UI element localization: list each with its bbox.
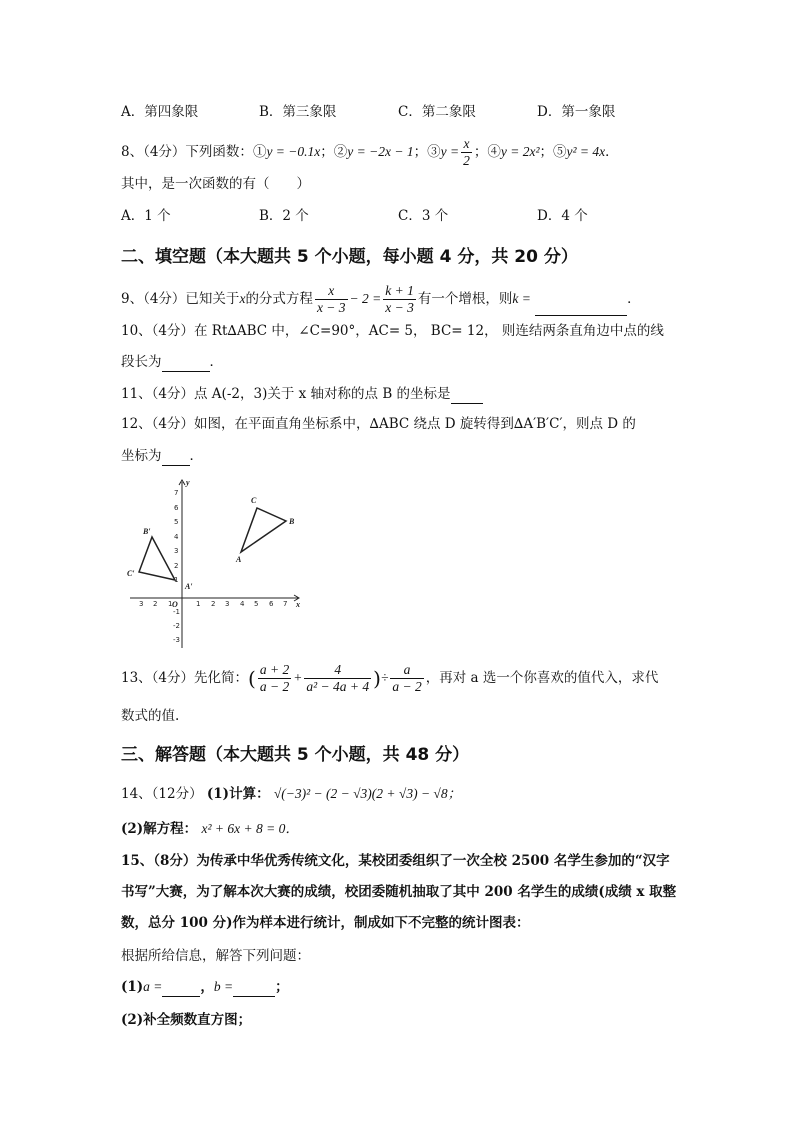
q13-term2-den: a² − 4a + 4 [306,679,370,694]
q8-f4-label: ；④ [473,144,501,160]
q15-part2: (2)补全频数直方图； [121,1012,252,1028]
label-a-prime: A′ [185,582,193,591]
q13-term1-den: a − 2 [259,679,290,694]
q8-f3-fraction [461,136,472,169]
y-tick-7: 7 [174,489,179,497]
q8-end: ． [605,144,619,160]
y-axis-label: y [186,478,190,487]
q9-mid: 的分式方程 [245,291,313,307]
q8-f3-lhs: y = [440,144,460,159]
y-tick-5: 5 [174,518,179,526]
label-c-prime: C′ [127,569,135,578]
y-tick-4: 4 [174,533,179,541]
y-tick-neg2: -2 [173,622,180,630]
origin-label: O [172,600,178,609]
q15-part1 [121,977,289,997]
q10-end: ． [209,354,223,370]
q8-option-d: D．4 个 [537,208,588,224]
q7-option-a: A．第四象限 [121,104,199,120]
q9-frac1-den: x − 3 [316,300,346,315]
q11-line [121,384,483,404]
q8-f2: y = −2x − 1 [347,144,414,159]
q14-expression: √(−3)² − (2 − √3)(2 + √3) − √8； [273,786,462,801]
q7-option-c: C．第二象限 [398,104,476,120]
y-tick-1: 1 [174,576,179,584]
q13-div: ÷ [380,670,389,685]
q8-f3-label: ；③ [413,144,441,160]
q10-line2-text: 段长为 [121,354,162,370]
q7-option-b: B．第三象限 [259,104,337,120]
q13-term1 [258,662,291,695]
q9-prefix: 9、（4分）已知关于 [121,291,240,307]
x-tick-neg2: 2 [153,600,158,608]
q12-end: ． [189,448,203,464]
x-tick-7: 7 [283,600,288,608]
q14-line1 [121,784,461,804]
q8-prefix: 8、（4分）下列函数： [121,144,253,160]
q9-k: k = [512,291,531,306]
q13-term3 [390,662,423,695]
q8-f5-label: ；⑤ [539,144,567,160]
q9-var: x [239,291,246,306]
q15-sep: ， [200,979,214,995]
q14-prefix: 14、（12分） [121,786,203,802]
q14-equation: x² + 6x + 8 = 0． [201,821,299,836]
q8-line2: 其中，是一次函数的有（ ） [121,176,310,192]
x-tick-5: 5 [254,600,259,608]
q8-f2-label: ；② [320,144,348,160]
q12-line2-text: 坐标为 [121,448,162,464]
q15-line4: 根据所给信息，解答下列问题： [121,948,310,964]
q13-line2: 数式的值. [121,708,180,724]
q11-text: 11、（4分）点 A(-2，3)关于 x 轴对称的点 B 的坐标是 [121,386,451,402]
q13-plus: + [293,670,303,685]
y-tick-neg1: -1 [173,608,180,616]
coordinate-figure [126,476,306,651]
q9-frac2-den: x − 3 [385,300,414,315]
q8-option-b: B．2 个 [259,208,309,224]
q10-answer-blank[interactable] [162,355,210,372]
q14-part1-label: (1)计算： [206,786,270,802]
x-axis-label: x [296,600,300,609]
q15-b-blank[interactable] [233,980,275,997]
y-tick-neg3: -3 [173,636,180,644]
q8-option-a: A．1 个 [121,208,171,224]
q15-line3: 数，总分 100 分)作为样本进行统计，制成如下不完整的统计图表： [121,915,530,931]
section3-title: 三、解答题（本大题共 5 个小题，共 48 分） [121,745,470,765]
q8-f3-num: x [461,136,472,153]
q9-frac2-num: k + 1 [385,283,414,298]
label-a: A [236,555,242,564]
q14-line2 [121,819,299,839]
q15-a-blank[interactable] [162,980,200,997]
q11-answer-blank[interactable] [451,387,483,404]
q13-term1-num: a + 2 [259,662,290,677]
label-b: B [289,517,295,526]
section2-title: 二、填空题（本大题共 5 个小题，每小题 4 分，共 20 分） [121,247,578,267]
q8-f1: y = −0.1x [266,144,321,159]
q8-f5: y² = 4x [566,144,606,159]
q8-line1 [121,136,619,169]
q13-line1: 13、（4分）先化简：( $\frac{a + 2}{a - 2}$ + $\frac{4}{\text{a² − 4a + 4}}$ )÷ $\frac{a}{a - 2}$ ，再对 a 选一个你喜欢的值代入，求代 [121,662,659,694]
y-tick-2: 2 [174,562,179,570]
q15-line2: 书写”大赛，为了解本次大赛的成绩，校团委随机抽取了其中 200 名学生的成绩(成绩 x 取整 [121,884,677,900]
x-tick-4: 4 [240,600,245,608]
q10-line2 [121,352,223,372]
q10-line1: 10、（4分）在 Rt∆ABC 中，∠C=90°，AC= 5， BC= 12， 则连结两条直角边中点的线 [121,323,664,339]
x-tick-neg1: 1 [168,600,173,608]
x-tick-neg3: 3 [139,600,144,608]
q15-part1-label: (1) [121,979,144,995]
x-tick-3: 3 [225,600,230,608]
q13-term2-num: 4 [304,662,371,679]
q9-minus2: − 2 = [349,291,382,306]
q15-a-label: a = [143,979,163,994]
q8-option-c: C．3 个 [398,208,449,224]
q15-b-label: b = [213,979,234,994]
q13-term2 [304,662,371,695]
triangle-abc [241,508,286,552]
q7-option-d: D．第一象限 [537,104,616,120]
q12-line1: 12、（4分）如图，在平面直角坐标系中，∆ABC 绕点 D 旋转得到∆A′B′C′，则点 D 的 [121,416,636,432]
label-b-prime: B′ [143,527,151,536]
q13-term3-num: a [390,662,423,679]
x-tick-6: 6 [269,600,274,608]
label-c: C [251,496,257,505]
y-tick-6: 6 [174,504,179,512]
q13-after: ，再对 a 选一个你喜欢的值代入，求代 [425,670,659,686]
q12-answer-blank[interactable] [162,449,190,466]
triangle-prime [139,537,175,580]
x-tick-1: 1 [196,600,201,608]
q13-term3-den: a − 2 [392,679,422,694]
q9-after: 有一个增根，则 [417,291,513,307]
q8-f3-den: 2 [463,153,470,168]
q8-f1-label: ① [252,144,267,160]
x-tick-2: 2 [211,600,216,608]
q15-part1-end: ； [275,979,289,995]
q9-answer-blank[interactable] [535,299,627,316]
q9-frac2 [383,283,416,316]
q9-frac1 [315,283,348,316]
q13-prefix: 13、（4分）先化简： [121,670,249,686]
q14-part2-label: (2)解方程： [121,821,198,837]
q12-line2 [121,446,203,466]
q15-line1: 15、（8分）为传承中华优秀传统文化，某校团委组织了一次全校 2500 名学生参加的“汉字 [121,853,670,869]
y-tick-3: 3 [174,547,179,555]
q8-f4: y = 2x² [500,144,540,159]
q9-line [121,283,641,316]
q9-end: ． [627,291,641,307]
q9-frac1-num: x [315,283,348,300]
